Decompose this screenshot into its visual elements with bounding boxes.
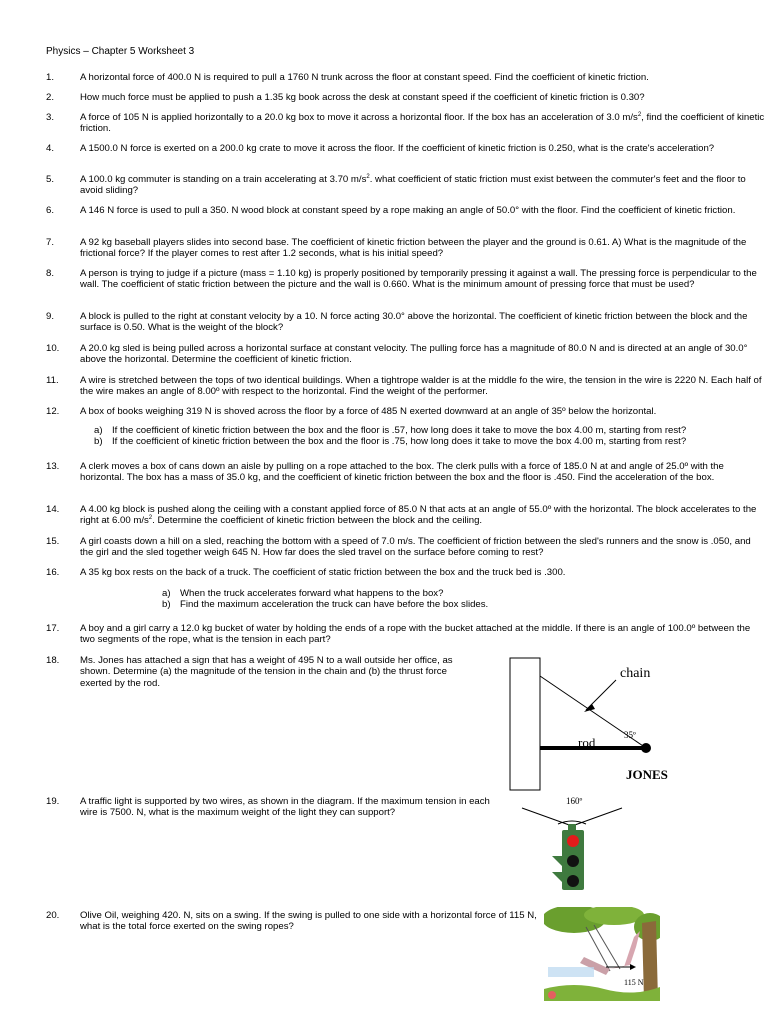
yellow-light-off-icon <box>567 855 579 867</box>
question-number: 16. <box>46 567 60 578</box>
question-number: 9. <box>46 311 55 322</box>
question-number: 7. <box>46 237 55 248</box>
question-text: A wire is stretched between the tops of two identical buildings. When a tightrope walder is at the middle fo the wire, the tension in the wire is 2220 N. Each half of the wire makes an angle of 8.00º with respect to the horizontal. Find the weight of the performer. <box>80 375 762 398</box>
left-wire <box>522 808 572 826</box>
light-visor <box>552 872 562 882</box>
page-title: Physics – Chapter 5 Worksheet 3 <box>46 46 195 57</box>
light-bracket <box>568 824 576 830</box>
question-text: A 92 kg baseball players slides into second base. The coefficient of kinetic friction between the player and the ground is 0.61. A) What is the magnitude of the frictional force? If the player comes to rest after 1.2 seconds, what is his initial speed? <box>80 237 747 260</box>
red-light-icon <box>567 835 579 847</box>
question-text: A person is trying to judge if a picture (mass = 1.10 kg) is properly positioned by temporarily pressing it against a wall. The pressing force is perpendicular to the wall. The coefficient of static friction between the picture and the wall is 0.660. What is the minimum amount of pressing force that must be used? <box>80 268 757 291</box>
question-text: A 146 N force is used to pull a 350. N wood block at constant speed by a rope making an angle of 50.0° with the floor. Find the coefficient of kinetic friction. <box>80 205 736 216</box>
angle-arc <box>558 821 586 824</box>
chain-label: chain <box>620 666 651 681</box>
question-number: 14. <box>46 504 60 515</box>
right-wire <box>572 808 622 826</box>
joint-point <box>641 743 651 753</box>
question-text: A 35 kg box rests on the back of a truck. The coefficient of static friction between the box and the truck bed is .300. <box>80 567 566 578</box>
question-text: A clerk moves a box of cans down an aisle by pulling on a rope attached to the box. The clerk pulls with a force of 185.0 N at and angle of 25.0º with the horizontal. The box has a mass of 35.0 kg, and the coefficient of kinetic friction between the box and the floor is .450. Find the acceleration of the box. <box>80 461 724 484</box>
wall <box>510 658 540 790</box>
question-text: A force of 105 N is applied horizontally to a 20.0 kg box to move it across a horizontal floor. If the box has an acceleration of 3.0 $m/s^2$, find the coefficient of kinetic friction. <box>80 111 765 135</box>
arrow-head-icon <box>584 704 595 712</box>
question-number: 18. <box>46 655 60 666</box>
question-number: 6. <box>46 205 55 216</box>
angle-label: 35º <box>624 730 636 740</box>
question-text: A 100.0 kg commuter is standing on a train accelerating at 3.70 $m/s^2$. what coefficient of static friction must exist between the commuter's feet and the floor to avoid sliding? <box>80 173 746 197</box>
traffic-light-diagram <box>518 796 628 896</box>
sign-diagram <box>500 654 700 804</box>
question-number: 2. <box>46 92 55 103</box>
question-number: 8. <box>46 268 55 279</box>
question-text: Olive Oil, weighing 420. N, sits on a swing. If the swing is pulled to one side with a horizontal force of 115 N, what is the total force exerted on the swing ropes? <box>80 910 537 933</box>
question-text: How much force must be applied to push a 1.35 kg book across the desk at constant speed if the coefficient of kinetic friction is 0.30? <box>80 92 645 103</box>
question-text: A box of books weighing 319 N is shoved across the floor by a force of 485 N exerted downward at an angle of 35º below the horizontal. <box>80 406 657 417</box>
part-text: Find the maximum acceleration the truck can have before the box slides. <box>180 599 489 610</box>
force-label: 115 N <box>624 978 644 987</box>
question-number: 20. <box>46 910 60 921</box>
question-number: 12. <box>46 406 60 417</box>
question-text: A horizontal force of 400.0 N is required to pull a 1760 N trunk across the floor at constant speed. Find the coefficient of kinetic friction. <box>80 72 649 83</box>
question-number: 11. <box>46 375 59 386</box>
flower-icon <box>548 991 556 999</box>
question-number: 17. <box>46 623 60 634</box>
part-text: When the truck accelerates forward what happens to the box? <box>180 588 444 599</box>
question-number: 10. <box>46 343 60 354</box>
question-number: 4. <box>46 143 55 154</box>
question-text: Ms. Jones has attached a sign that has a weight of 495 N to a wall outside her office, as shown. Determine (a) the magnitude of the tension in the chain and (b) the thrust force exerted by the rod. <box>80 655 453 689</box>
sign-label: JONES <box>626 767 668 782</box>
part-label: a) <box>94 425 103 436</box>
question-number: 15. <box>46 536 60 547</box>
part-label: b) <box>94 436 103 447</box>
question-number: 1. <box>46 72 55 83</box>
part-text: If the coefficient of kinetic friction between the box and the floor is .75, how long does it take to move the box 4.00 m, starting from rest? <box>112 436 687 447</box>
question-text: A block is pulled to the right at constant velocity by a 10. N force acting 30.0° above the horizontal. The coefficient of kinetic friction between the block and the surface is 0.50. What is the weight of the block? <box>80 311 748 334</box>
question-number: 5. <box>46 174 55 185</box>
angle-label: 160º <box>566 796 583 806</box>
question-text: A 4.00 kg block is pushed along the ceiling with a constant applied force of 85.0 N that acts at an angle of 55.0º with the horizontal. The block accelerates to the right at 6.00 $m/s^2$. Determine the coefficient of kinetic friction between the block and the ceiling. <box>80 504 757 527</box>
part-text: If the coefficient of kinetic friction between the box and the floor is .57, how long does it take to move the box 4.00 m, starting from rest? <box>112 425 687 436</box>
swing-illustration <box>544 907 660 1001</box>
part-label: a) <box>162 588 171 599</box>
part-label: b) <box>162 599 171 610</box>
question-text: A 20.0 kg sled is being pulled across a horizontal surface at constant velocity. The pulling force has a magnitude of 80.0 N and is directed at an angle of 30.0° above the horizontal. Determine the coefficient of kinetic friction. <box>80 343 748 366</box>
question-number: 13. <box>46 461 60 472</box>
question-number: 19. <box>46 796 60 807</box>
question-text: A 1500.0 N force is exerted on a 200.0 kg crate to move it across the floor. If the coefficient of kinetic friction is 0.250, what is the crate's acceleration? <box>80 143 715 154</box>
rod-label: rod <box>578 735 596 750</box>
question-text: A girl coasts down a hill on a sled, reaching the bottom with a speed of 7.0 m/s. The coefficient of friction between the sled's runners and the snow is .050, and the girl and the sled together weigh 645 N. How far does the sled travel on the surface before coming to rest? <box>80 536 751 559</box>
green-light-off-icon <box>567 875 579 887</box>
question-text: A boy and a girl carry a 12.0 kg bucket of water by holding the ends of a rope with the bucket attached at the middle. If there is an angle of 100.0º between the two segments of the rope, what is the tension in each part? <box>80 623 751 646</box>
question-number: 3. <box>46 112 55 123</box>
sky-patch <box>548 967 594 977</box>
light-visor <box>552 856 562 866</box>
question-text: A traffic light is supported by two wires, as shown in the diagram. If the maximum tension in each wire is 7500. N, what is the maximum weight of the light they can support? <box>80 796 490 819</box>
